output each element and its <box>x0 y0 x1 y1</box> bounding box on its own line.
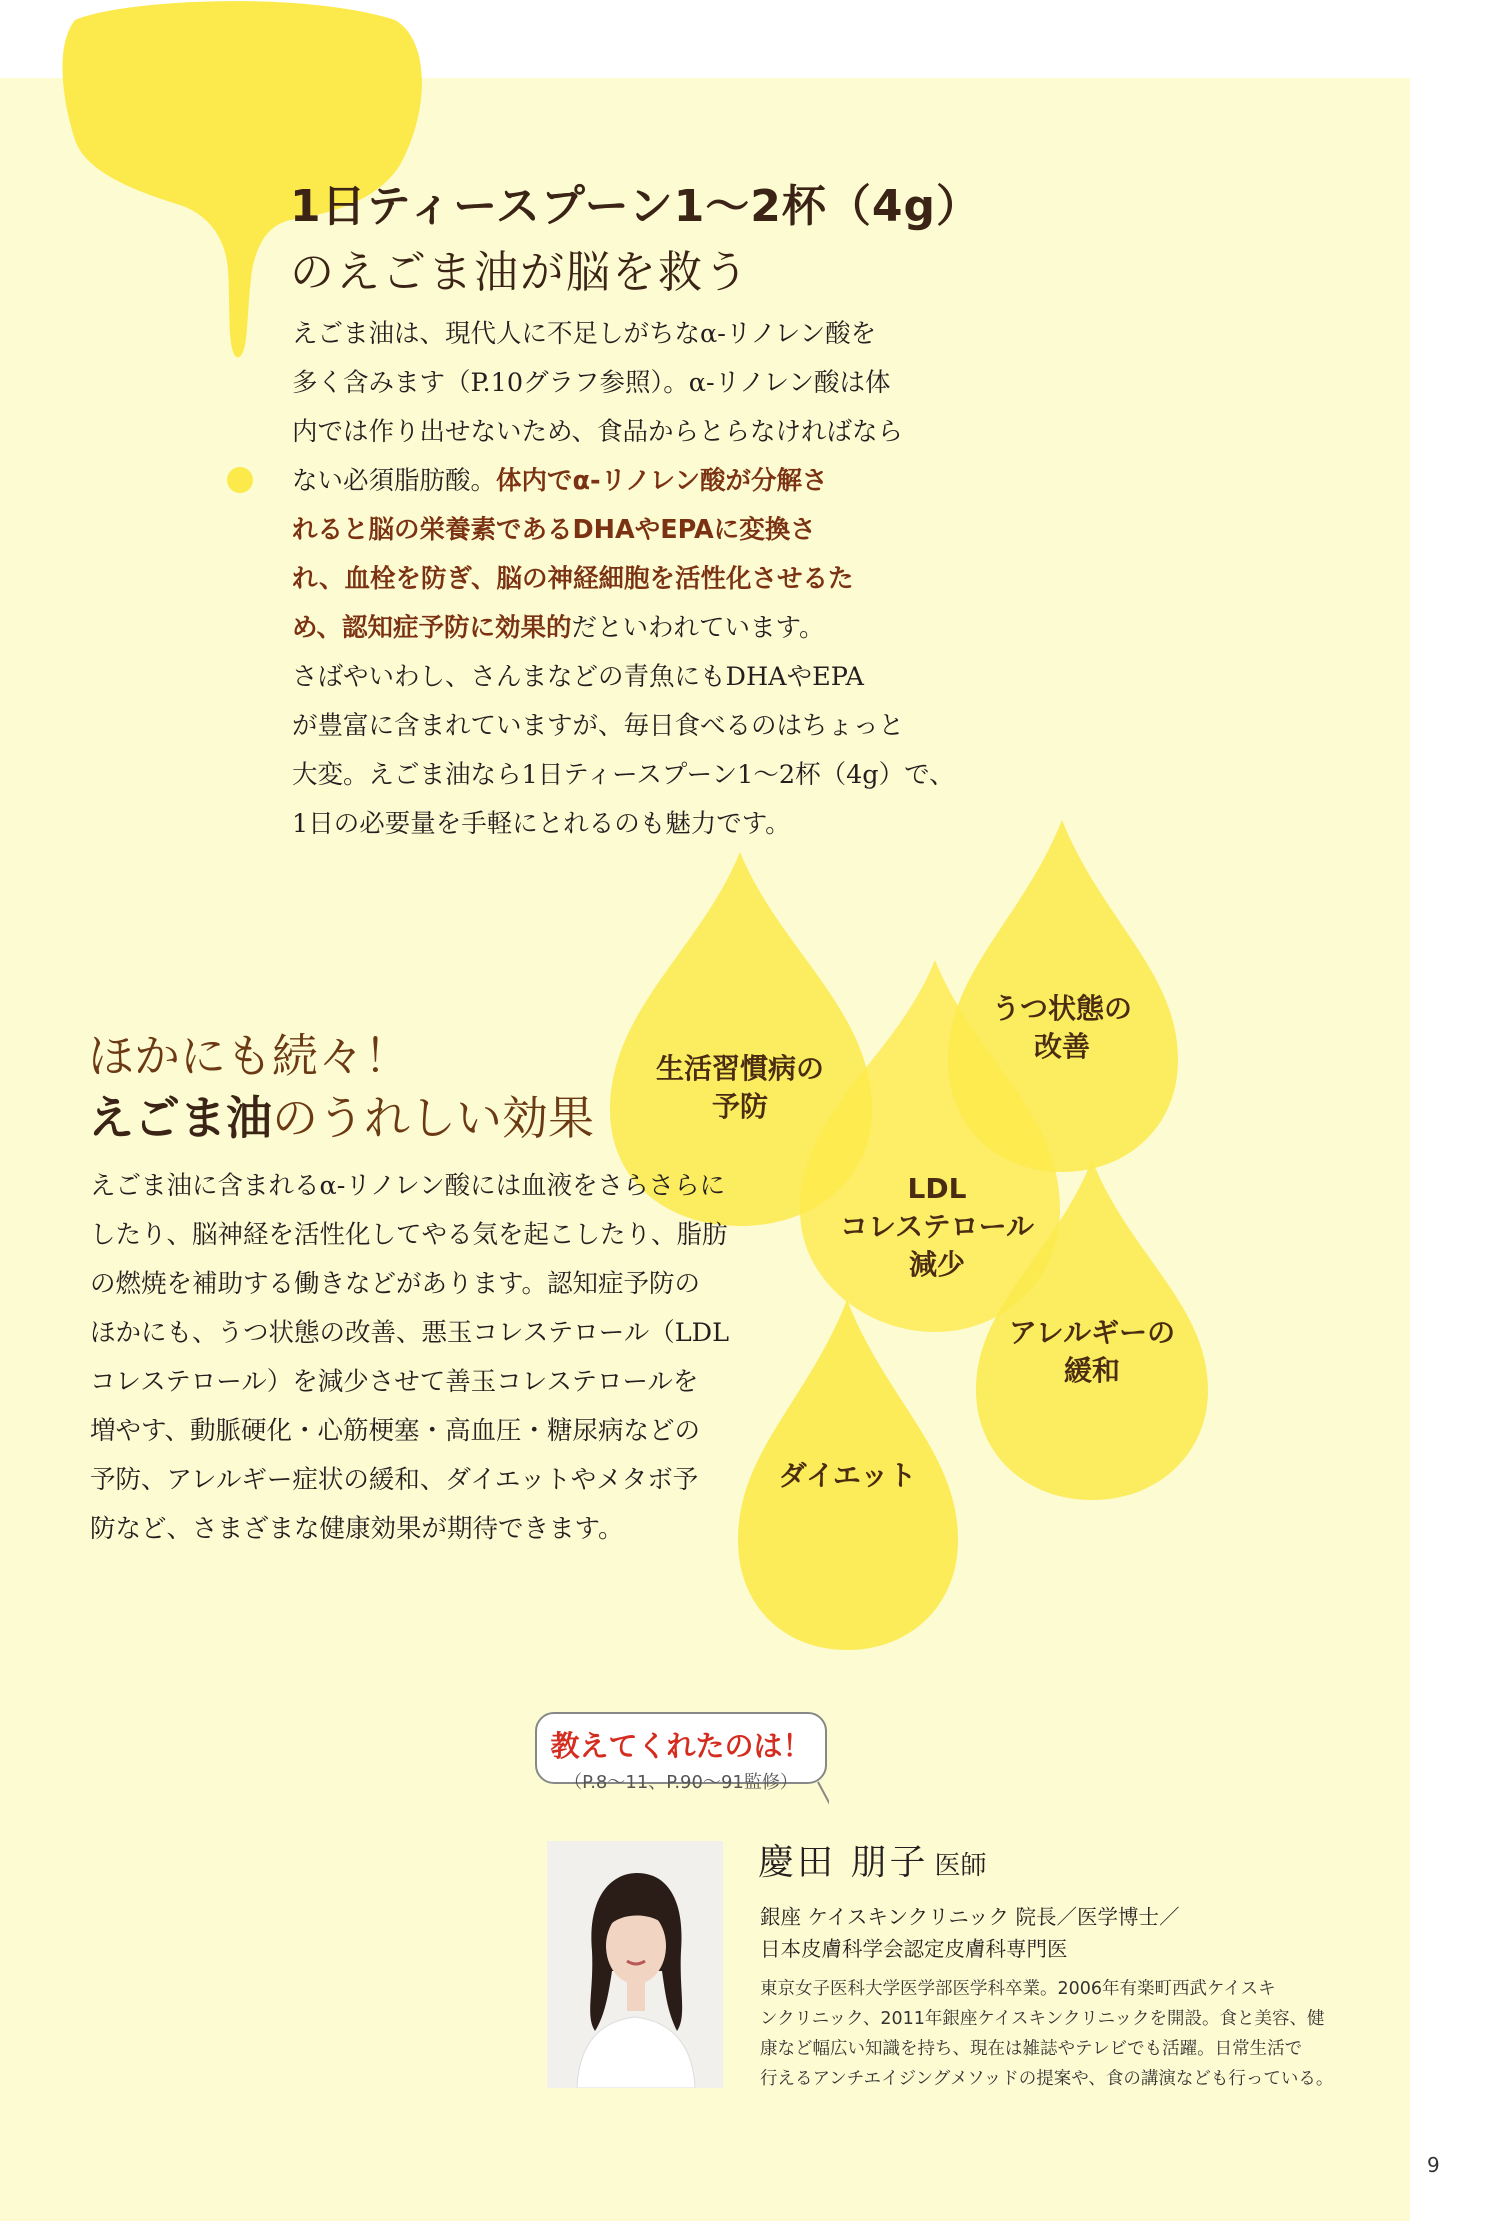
body-line: 予防、アレルギー症状の緩和、ダイエットやメタボ予 <box>90 1465 699 1495</box>
body-text: ない必須脂肪酸。 <box>292 466 497 496</box>
drop-label-line: うつ状態の <box>991 992 1132 1025</box>
body-line: 東京女子医科大学医学部医学科卒業。2006年有楽町西武ケイスキ <box>760 1979 1276 1999</box>
section1-title-line1: 1日ティースプーン1～2杯（4g） <box>290 181 982 232</box>
drop-label-line: コレステロール <box>839 1210 1035 1243</box>
body-text: 内では作り出せないため、食品からとらなければなら <box>292 417 903 447</box>
drop-label-allergy <box>982 1314 1202 1390</box>
section2-title-rest: のうれしい効果 <box>272 1091 594 1145</box>
body-line: したり、脳神経を活性化してやる気を起こしたり、脂肪 <box>90 1220 728 1250</box>
body-line <box>292 310 904 359</box>
body-line <box>292 555 904 604</box>
body-text: だといわれています。 <box>571 613 825 643</box>
body-text: えごま油は、現代人に不足しがちなα-リノレン酸を <box>292 319 877 349</box>
section2-title-bold: えごま油 <box>88 1091 272 1145</box>
body-line <box>292 604 904 653</box>
doctor-name <box>758 1834 986 1885</box>
body-line <box>292 702 904 751</box>
drop-label-line: ダイエット <box>778 1459 917 1492</box>
doctor-photo <box>547 1841 723 2088</box>
drop-label-lifestyle <box>630 1050 850 1126</box>
body-line <box>292 800 904 849</box>
affiliation-line1: 銀座 ケイスキンクリニック 院長／医学博士／ <box>760 1905 1180 1929</box>
body-text: 1日の必要量を手軽にとれるのも魅力です。 <box>292 809 791 839</box>
body-line: 防など、さまざまな健康効果が期待できます。 <box>90 1514 624 1544</box>
body-text: が豊富に含まれていますが、毎日食べるのはちょっと <box>292 711 905 741</box>
body-line <box>292 457 904 506</box>
body-line: の燃焼を補助する働きなどがあります。認知症予防の <box>90 1269 700 1299</box>
body-line <box>292 359 904 408</box>
drop-label-line: アレルギーの <box>1008 1316 1176 1349</box>
drop-label-ldl <box>822 1170 1052 1284</box>
section1-body <box>292 310 955 849</box>
drop-label-line: 緩和 <box>1063 1354 1120 1387</box>
drop-label-line: 減少 <box>908 1248 965 1281</box>
highlight-text: れ、血栓を防ぎ、脳の神経細胞を活性化させるた <box>292 564 854 594</box>
body-line: ほかにも、うつ状態の改善、悪玉コレステロール（LDL <box>90 1318 730 1348</box>
body-text: さばやいわし、さんまなどの青魚にもDHAやEPA <box>292 662 864 692</box>
body-text: 大変。えごま油なら1日ティースプーン1～2杯（4g）で、 <box>292 760 955 790</box>
body-line: 康など幅広い知識を持ち、現在は雑誌やテレビでも活躍。日常生活で <box>760 2039 1303 2059</box>
drop-label-line: LDL <box>907 1172 967 1205</box>
body-line: ンクリニック、2011年銀座ケイスキンクリニックを開設。食と美容、健 <box>760 2009 1325 2029</box>
highlight-text: れると脳の栄養素であるDHAやEPAに変換さ <box>292 515 816 545</box>
affiliation-line2: 日本皮膚科学会認定皮膚科専門医 <box>760 1937 1068 1961</box>
highlight-text: め、認知症予防に効果的 <box>292 613 572 643</box>
doctor-bio <box>760 1974 1380 2094</box>
oil-dot-icon <box>227 467 253 493</box>
doctor-name-text: 慶田 朋子 <box>758 1842 929 1883</box>
section2-title-line1: ほかにも続々！ <box>88 1029 410 1083</box>
drop-label-line: 生活習慣病の <box>655 1052 824 1085</box>
drop-label-line: 予防 <box>711 1090 768 1123</box>
drop-label-depression <box>952 990 1172 1066</box>
highlight-text: 体内でα-リノレン酸が分解さ <box>496 466 828 496</box>
body-line <box>292 408 904 457</box>
body-text: 多く含みます（P.10グラフ参照）。α-リノレン酸は体 <box>292 368 891 398</box>
body-line: コレステロール）を減少させて善玉コレステロールを <box>90 1367 699 1397</box>
section2-title-line2 <box>88 1082 594 1148</box>
section1-title-line2: のえごま油が脳を救う <box>290 247 750 298</box>
body-line <box>292 506 904 555</box>
bubble-title: 教えてくれたのは！ <box>550 1729 812 1763</box>
body-line: 行えるアンチエイジングメソッドの提案や、食の講演なども行っている。 <box>760 2069 1334 2089</box>
body-line: えごま油に含まれるα-リノレン酸には血液をさらさらに <box>90 1171 726 1201</box>
body-line: 増やす、動脈硬化・心筋梗塞・高血圧・糖尿病などの <box>90 1416 700 1446</box>
doctor-title: 医師 <box>934 1851 987 1881</box>
body-line <box>292 653 904 702</box>
drop-label-diet <box>740 1457 955 1495</box>
bubble-subtitle: （P.8～11、P.90～91監修） <box>564 1772 798 1793</box>
drop-label-line: 改善 <box>1033 1030 1090 1063</box>
body-line <box>292 751 955 800</box>
page-number: 9 <box>1427 2153 1440 2177</box>
section2-body <box>90 1162 730 1554</box>
